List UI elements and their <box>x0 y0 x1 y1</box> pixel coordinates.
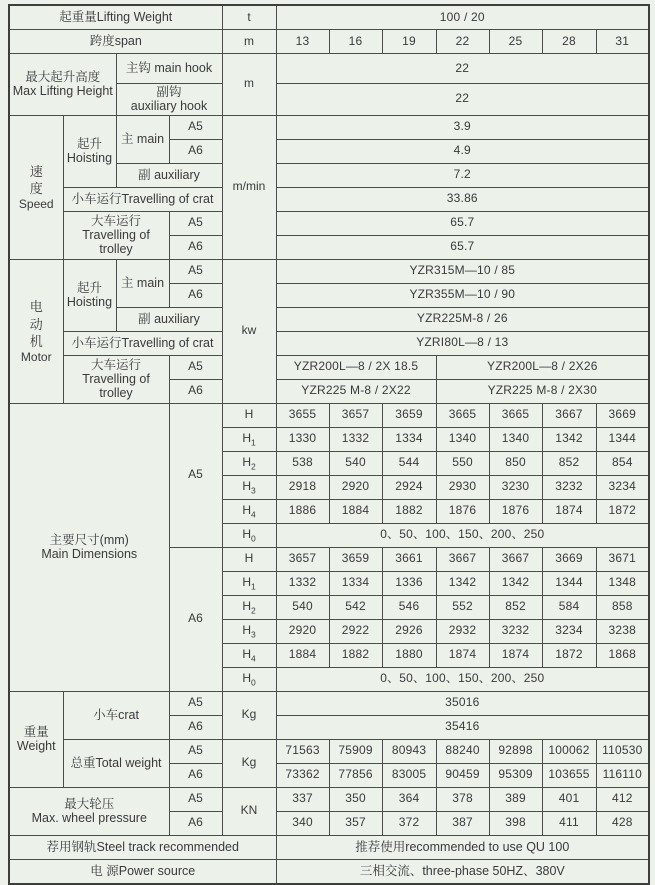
class-a5-cell: A5 <box>169 115 222 139</box>
dim-row-label <box>222 475 276 499</box>
speed-trolley-label <box>63 211 169 259</box>
dim-symbol: H <box>242 599 251 614</box>
value-cell: 1334 <box>329 571 382 595</box>
value-cell: 852 <box>489 595 542 619</box>
value-cell: 538 <box>276 451 329 475</box>
max-lifting-height-label <box>9 54 116 116</box>
value-cell: 1886 <box>276 499 329 523</box>
aux-hook-value: 22 <box>276 84 649 116</box>
crane-spec-table <box>8 4 650 885</box>
dim-subscript: 3 <box>250 485 256 496</box>
motor-trolley-label <box>63 355 169 403</box>
value-cell: 22 <box>436 30 489 54</box>
value-cell: 2930 <box>436 475 489 499</box>
value-cell: 1336 <box>382 571 436 595</box>
value-cell: 858 <box>596 595 649 619</box>
motor-section-label <box>9 259 63 403</box>
weight-label-zh: 重量 <box>23 724 49 739</box>
value-cell: 2918 <box>276 475 329 499</box>
lifting-weight-unit: t <box>222 5 276 30</box>
value-cell: 1868 <box>596 643 649 667</box>
aux-hook-label <box>116 84 222 116</box>
motor-crab-label: 小车运行Travelling of crat <box>63 331 222 355</box>
weight-total-label: 总重Total weight <box>63 739 169 787</box>
motor-unit: kw <box>222 259 276 403</box>
wheel-pressure-label-en: Max. wheel pressure <box>31 811 147 826</box>
value-cell: 584 <box>542 595 596 619</box>
steel-track-value: 推荐使用recommended to use QU 100 <box>276 835 649 859</box>
value-cell: 3234 <box>596 475 649 499</box>
weight-crab-unit: Kg <box>222 691 276 739</box>
value-cell: 73362 <box>276 763 329 787</box>
value-cell: 3232 <box>542 475 596 499</box>
motor-trolley-a5-value-right: YZR200L—8 / 2X26 <box>436 355 649 379</box>
dim-symbol: H <box>242 671 251 686</box>
value-cell: 1340 <box>436 427 489 451</box>
value-cell: 550 <box>436 451 489 475</box>
value-cell: 25 <box>489 30 542 54</box>
motor-trolley-a6-value-left: YZR225 M-8 / 2X22 <box>276 379 436 403</box>
value-cell: 1874 <box>489 643 542 667</box>
weight-total-unit: Kg <box>222 739 276 787</box>
class-a5-cell: A5 <box>169 739 222 763</box>
span-label: 跨度span <box>9 30 222 54</box>
dim-subscript: 0 <box>250 677 256 688</box>
value-cell: 1340 <box>489 427 542 451</box>
value-cell: 28 <box>542 30 596 54</box>
speed-trolley-label-zh: 大车运行 <box>90 213 141 228</box>
class-a5-cell: A5 <box>169 211 222 235</box>
value-cell: 3232 <box>489 619 542 643</box>
speed-trolley-a6-value: 65.7 <box>276 235 649 259</box>
speed-main-a5-value: 3.9 <box>276 115 649 139</box>
value-cell: 340 <box>276 811 329 835</box>
dim-row-label <box>222 499 276 523</box>
value-cell: 1882 <box>329 643 382 667</box>
max-lifting-height-label-zh: 最大起升高度 <box>25 70 101 84</box>
value-cell: 3238 <box>596 619 649 643</box>
value-cell: 110530 <box>596 739 649 763</box>
value-cell: 2920 <box>329 475 382 499</box>
dim-row-label <box>222 427 276 451</box>
lifting-weight-value: 100 / 20 <box>276 5 649 30</box>
value-cell: 1342 <box>542 427 596 451</box>
max-lifting-height-label-en: Max Lifting Height <box>12 84 113 99</box>
speed-hoisting-label-zh: 起升 <box>76 136 102 151</box>
value-cell: 3657 <box>276 547 329 571</box>
value-cell: 80943 <box>382 739 436 763</box>
motor-trolley-label-zh: 大车运行 <box>90 357 141 372</box>
dim-row-label <box>222 643 276 667</box>
value-cell: 1330 <box>276 427 329 451</box>
value-cell: 412 <box>596 787 649 811</box>
dimensions-a6-class: A6 <box>169 547 222 691</box>
value-cell: 357 <box>329 811 382 835</box>
value-cell: 372 <box>382 811 436 835</box>
motor-hoisting-label-zh: 起升 <box>76 280 102 295</box>
main-hook-value: 22 <box>276 54 649 84</box>
value-cell: 90459 <box>436 763 489 787</box>
value-cell: 83005 <box>382 763 436 787</box>
value-cell: 1872 <box>596 499 649 523</box>
steel-track-label: 荐用钢轨Steel track recommended <box>9 835 276 859</box>
value-cell: 3661 <box>382 547 436 571</box>
dimensions-label-zh: 主要尺寸(mm) <box>49 532 129 547</box>
value-cell: 3667 <box>436 547 489 571</box>
motor-hoisting-label <box>63 259 116 331</box>
value-cell: 3659 <box>329 547 382 571</box>
wheel-pressure-unit: KN <box>222 787 276 835</box>
motor-auxiliary-label: 副 auxiliary <box>116 307 222 331</box>
value-cell: 100062 <box>542 739 596 763</box>
class-a5-cell: A5 <box>169 355 222 379</box>
class-a5-cell: A5 <box>169 259 222 283</box>
dim-symbol: H <box>244 407 254 422</box>
motor-crab-value: YZRI80L—8 / 13 <box>276 331 649 355</box>
class-a6-cell: A6 <box>169 235 222 259</box>
value-cell: 542 <box>329 595 382 619</box>
value-cell: 95309 <box>489 763 542 787</box>
dim-symbol: H <box>242 503 251 518</box>
span-unit: m <box>222 30 276 54</box>
class-a6-cell: A6 <box>169 811 222 835</box>
value-cell: 3669 <box>596 403 649 427</box>
speed-hoisting-label-en: Hoisting <box>66 151 113 166</box>
value-cell: 92898 <box>489 739 542 763</box>
value-cell: 401 <box>542 787 596 811</box>
weight-crab-a5-value: 35016 <box>276 691 649 715</box>
motor-trolley-a6-value-right: YZR225 M-8 / 2X30 <box>436 379 649 403</box>
value-cell: 852 <box>542 451 596 475</box>
value-cell: 1332 <box>276 571 329 595</box>
value-cell: 387 <box>436 811 489 835</box>
motor-trolley-label-en: Travelling of trolley <box>82 372 150 401</box>
speed-auxiliary-value: 7.2 <box>276 163 649 187</box>
motor-main-a5-value: YZR315M—10 / 85 <box>276 259 649 283</box>
speed-label-zh: 速度 <box>29 163 43 197</box>
class-a6-cell: A6 <box>169 763 222 787</box>
aux-hook-label-en: auxiliary hook <box>130 99 208 114</box>
dim-symbol: H <box>242 647 251 662</box>
class-a5-cell: A5 <box>169 691 222 715</box>
dimensions-label-en: Main Dimensions <box>41 547 138 562</box>
speed-trolley-label-en: Travelling of trolley <box>82 228 150 257</box>
value-cell: 1344 <box>596 427 649 451</box>
lifting-weight-label: 起重量Lifting Weight <box>9 5 222 30</box>
speed-unit: m/min <box>222 115 276 259</box>
value-cell: 3667 <box>542 403 596 427</box>
motor-hoisting-label-en: Hoisting <box>66 295 113 310</box>
value-cell: 1344 <box>542 571 596 595</box>
dim-row-label <box>222 619 276 643</box>
value-cell: 3230 <box>489 475 542 499</box>
dim-row-label <box>222 571 276 595</box>
speed-trolley-a5-value: 65.7 <box>276 211 649 235</box>
value-cell: 31 <box>596 30 649 54</box>
value-cell: 854 <box>596 451 649 475</box>
motor-main-label: 主 main <box>116 259 169 307</box>
value-cell: 3655 <box>276 403 329 427</box>
weight-crab-label: 小车crat <box>63 691 169 739</box>
value-cell: 13 <box>276 30 329 54</box>
dim-row-label <box>222 595 276 619</box>
value-cell: 77856 <box>329 763 382 787</box>
value-cell: 3234 <box>542 619 596 643</box>
dim-subscript: 4 <box>250 653 256 664</box>
value-cell: 337 <box>276 787 329 811</box>
value-cell: 378 <box>436 787 489 811</box>
wheel-pressure-label-zh: 最大轮压 <box>64 796 115 811</box>
class-a6-cell: A6 <box>169 715 222 739</box>
weight-crab-a6-value: 35416 <box>276 715 649 739</box>
dimensions-section-label <box>9 403 169 691</box>
value-cell: 411 <box>542 811 596 835</box>
value-cell: 1874 <box>436 643 489 667</box>
dim-row-label <box>222 547 276 571</box>
dim-row-label <box>222 667 276 691</box>
speed-hoisting-label <box>63 115 116 187</box>
speed-crab-value: 33.86 <box>276 187 649 211</box>
value-cell: 19 <box>382 30 436 54</box>
wheel-pressure-label <box>9 787 169 835</box>
value-cell: 1884 <box>329 499 382 523</box>
dim-h0-a5-value: 0、50、100、150、200、250 <box>276 523 649 547</box>
dim-symbol: H <box>242 623 251 638</box>
dim-subscript: 2 <box>250 461 256 472</box>
value-cell: 1872 <box>542 643 596 667</box>
value-cell: 1884 <box>276 643 329 667</box>
value-cell: 2920 <box>276 619 329 643</box>
value-cell: 546 <box>382 595 436 619</box>
value-cell: 540 <box>276 595 329 619</box>
main-hook-label: 主钩 main hook <box>116 54 222 84</box>
value-cell: 3669 <box>542 547 596 571</box>
class-a6-cell: A6 <box>169 139 222 163</box>
class-a6-cell: A6 <box>169 283 222 307</box>
value-cell: 1342 <box>489 571 542 595</box>
value-cell: 88240 <box>436 739 489 763</box>
value-cell: 1332 <box>329 427 382 451</box>
dim-subscript: 3 <box>250 629 256 640</box>
speed-main-a6-value: 4.9 <box>276 139 649 163</box>
motor-main-a6-value: YZR355M—10 / 90 <box>276 283 649 307</box>
dim-row-label <box>222 523 276 547</box>
value-cell: 428 <box>596 811 649 835</box>
value-cell: 1342 <box>436 571 489 595</box>
value-cell: 350 <box>329 787 382 811</box>
max-lifting-height-unit: m <box>222 54 276 116</box>
value-cell: 389 <box>489 787 542 811</box>
dim-row-label <box>222 403 276 427</box>
value-cell: 103655 <box>542 763 596 787</box>
value-cell: 116110 <box>596 763 649 787</box>
dim-symbol: H <box>242 527 251 542</box>
value-cell: 71563 <box>276 739 329 763</box>
value-cell: 1876 <box>489 499 542 523</box>
value-cell: 2926 <box>382 619 436 643</box>
value-cell: 3659 <box>382 403 436 427</box>
class-a6-cell: A6 <box>169 379 222 403</box>
power-source-label: 电 源Power source <box>9 859 276 884</box>
value-cell: 2932 <box>436 619 489 643</box>
value-cell: 364 <box>382 787 436 811</box>
value-cell: 552 <box>436 595 489 619</box>
weight-section-label <box>9 691 63 787</box>
value-cell: 1334 <box>382 427 436 451</box>
dim-subscript: 4 <box>250 509 256 520</box>
value-cell: 1874 <box>542 499 596 523</box>
dim-subscript: 1 <box>250 581 256 592</box>
dim-symbol: H <box>242 575 251 590</box>
value-cell: 1880 <box>382 643 436 667</box>
class-a5-cell: A5 <box>169 787 222 811</box>
value-cell: 3671 <box>596 547 649 571</box>
value-cell: 3667 <box>489 547 542 571</box>
value-cell: 1882 <box>382 499 436 523</box>
value-cell: 2924 <box>382 475 436 499</box>
value-cell: 544 <box>382 451 436 475</box>
value-cell: 1348 <box>596 571 649 595</box>
dim-symbol: H <box>242 431 251 446</box>
dimensions-a5-class: A5 <box>169 403 222 547</box>
dim-symbol: H <box>242 479 251 494</box>
motor-label-zh: 电动机 <box>29 299 43 350</box>
value-cell: 540 <box>329 451 382 475</box>
value-cell: 3665 <box>489 403 542 427</box>
motor-auxiliary-value: YZR225M-8 / 26 <box>276 307 649 331</box>
value-cell: 3657 <box>329 403 382 427</box>
speed-label-en: Speed <box>18 196 54 211</box>
value-cell: 2922 <box>329 619 382 643</box>
value-cell: 398 <box>489 811 542 835</box>
value-cell: 3665 <box>436 403 489 427</box>
dim-h0-a6-value: 0、50、100、150、200、250 <box>276 667 649 691</box>
speed-auxiliary-label: 副 auxiliary <box>116 163 222 187</box>
dim-symbol: H <box>242 455 251 470</box>
motor-label-en: Motor <box>20 349 52 364</box>
aux-hook-label-zh: 副钩 <box>156 85 182 99</box>
speed-crab-label: 小车运行Travelling of crat <box>63 187 222 211</box>
dim-row-label <box>222 451 276 475</box>
power-source-value: 三相交流、three-phase 50HZ、380V <box>276 859 649 884</box>
value-cell: 16 <box>329 30 382 54</box>
dim-symbol: H <box>244 551 254 566</box>
dim-subscript: 1 <box>250 437 256 448</box>
value-cell: 75909 <box>329 739 382 763</box>
motor-trolley-a5-value-left: YZR200L—8 / 2X 18.5 <box>276 355 436 379</box>
value-cell: 850 <box>489 451 542 475</box>
dim-subscript: 2 <box>250 605 256 616</box>
speed-main-label: 主 main <box>116 115 169 163</box>
speed-section-label <box>9 115 63 259</box>
value-cell: 1876 <box>436 499 489 523</box>
weight-label-en: Weight <box>16 739 56 754</box>
dim-subscript: 0 <box>250 533 256 544</box>
